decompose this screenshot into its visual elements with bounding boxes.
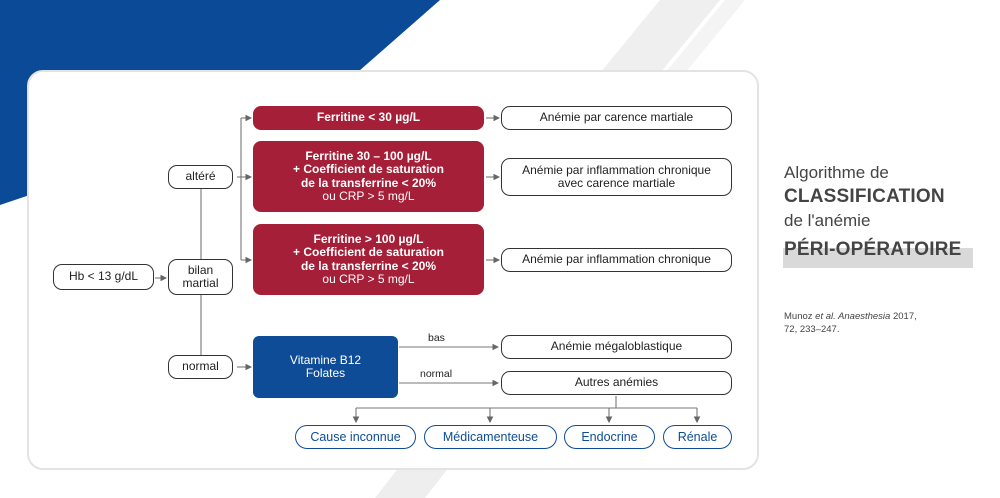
outcome-megaloblastic-label: Anémie mégaloblastique xyxy=(550,339,683,354)
ferritin-mid-sub: ou CRP > 5 mg/L xyxy=(322,188,415,203)
bilan-martial-node xyxy=(168,259,233,295)
bilan-line-1: bilan xyxy=(187,262,214,277)
cause-endocrine-label: Endocrine xyxy=(581,430,638,444)
ferritin-low-label: Ferritine < 30 µg/L xyxy=(316,110,421,125)
sidebar-line-1: Algorithme de xyxy=(784,163,889,182)
sidebar-line-4: PÉRI-OPÉRATOIRE xyxy=(784,239,962,260)
edge-label-low: bas xyxy=(428,332,445,344)
vitamin-box xyxy=(253,336,398,398)
reference-italic: et al. Anaesthesia xyxy=(815,311,891,322)
sidebar-line-2: CLASSIFICATION xyxy=(784,186,945,207)
cause-renal-label: Rénale xyxy=(677,430,718,444)
normal-node xyxy=(168,355,233,379)
vitamin-line-1: Vitamine B12 xyxy=(289,352,362,367)
start-node-label: Hb < 13 g/dL xyxy=(68,269,139,284)
edge-label-normal: normal xyxy=(420,368,453,380)
ferritin-high-line-3: de la transferrine < 20% xyxy=(300,258,437,273)
ferritin-mid-line-3: de la transferrine < 20% xyxy=(300,175,437,190)
outcome-chronic-label: Anémie par inflammation chronique xyxy=(522,252,711,267)
normal-label: normal xyxy=(182,359,219,374)
start-node-hb xyxy=(53,264,154,290)
reference xyxy=(784,311,917,337)
outcome-chronic-with-iron xyxy=(501,158,732,196)
outcome-chronic-with-iron-line-1: Anémie par inflammation chronique xyxy=(522,162,711,177)
reference-prefix: Munoz xyxy=(784,311,816,322)
sidebar-line-3: de l'anémie xyxy=(784,211,871,230)
cause-endocrine xyxy=(564,425,655,449)
outcome-iron-deficiency-label: Anémie par carence martiale xyxy=(539,110,694,125)
ferritin-high-sub: ou CRP > 5 mg/L xyxy=(322,271,415,286)
outcome-megaloblastic xyxy=(501,335,732,359)
outcome-chronic xyxy=(501,248,732,272)
outcome-other xyxy=(501,371,732,395)
ferritin-high-line-1: Ferritine > 100 µg/L xyxy=(313,231,424,246)
ferritin-mid-line-1: Ferritine 30 – 100 µg/L xyxy=(305,148,432,163)
ferritin-low-box xyxy=(253,106,484,130)
outcome-iron-deficiency xyxy=(501,106,732,130)
cause-unknown xyxy=(295,425,416,449)
reference-suffix: 2017, xyxy=(890,311,917,322)
vitamin-line-2: Folates xyxy=(305,366,346,380)
cause-renal xyxy=(663,425,732,449)
bilan-line-2: martial xyxy=(182,276,219,290)
ferritin-high-box xyxy=(253,224,484,295)
ferritin-mid-box xyxy=(253,141,484,212)
altered-label: altéré xyxy=(185,169,216,184)
cause-drug xyxy=(424,425,557,449)
ferritin-high-line-2: + Coefficient de saturation xyxy=(292,245,445,260)
cause-drug-label: Médicamenteuse xyxy=(442,430,539,444)
outcome-other-label: Autres anémies xyxy=(574,375,659,390)
reference-line-2: 72, 233–247. xyxy=(784,323,840,335)
altered-node xyxy=(168,165,233,189)
outcome-chronic-with-iron-line-2: avec carence martiale xyxy=(557,176,676,190)
cause-unknown-label: Cause inconnue xyxy=(310,430,401,444)
ferritin-mid-line-2: + Coefficient de saturation xyxy=(292,162,445,177)
